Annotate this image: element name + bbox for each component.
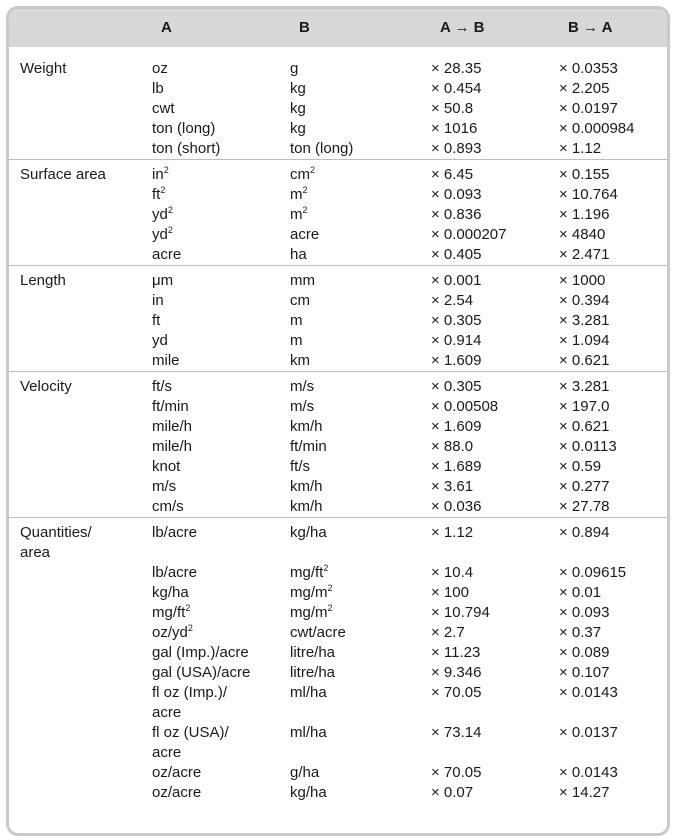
factor-b-to-a-cell: × 0.107 bbox=[559, 664, 610, 681]
factor-a-to-b-cell: × 0.093 bbox=[431, 186, 482, 203]
factor-b-to-a-cell: × 0.01 bbox=[559, 584, 602, 601]
factor-a-to-b-cell: × 0.036 bbox=[431, 498, 482, 515]
factor-a-to-b-cell: × 0.405 bbox=[431, 246, 482, 263]
unit-b-cell: ml/ha bbox=[290, 684, 327, 701]
unit-b-cell: m/s bbox=[290, 378, 315, 395]
unit-a-cell: yd bbox=[152, 332, 168, 349]
unit-a-cell: lb bbox=[152, 80, 164, 97]
category-label-line: Quantities/ bbox=[20, 524, 92, 541]
factor-a-to-b-cell: × 0.00508 bbox=[431, 398, 499, 415]
unit-b-cell: cm bbox=[290, 292, 310, 309]
category-label: Velocity bbox=[20, 378, 72, 395]
unit-a-cell-continued: acre bbox=[152, 744, 182, 761]
factor-b-to-a-cell: × 0.0197 bbox=[559, 100, 618, 117]
unit-a-cell: gal (Imp.)/acre bbox=[152, 644, 249, 661]
factor-a-to-b-cell: × 1.609 bbox=[431, 418, 482, 435]
category-label: Weight bbox=[20, 60, 67, 77]
factor-a-to-b-cell: × 1.689 bbox=[431, 458, 482, 475]
unit-a-cell: knot bbox=[152, 458, 181, 475]
group-separator bbox=[9, 159, 667, 160]
unit-b-cell: kg bbox=[290, 100, 306, 117]
factor-b-to-a-cell: × 0.0143 bbox=[559, 764, 618, 781]
factor-a-to-b-cell: × 0.836 bbox=[431, 206, 482, 223]
unit-a-cell: μm bbox=[152, 272, 174, 289]
factor-a-to-b-cell: × 10.794 bbox=[431, 604, 490, 621]
unit-b-cell: $mg/ft^2$ bbox=[290, 563, 329, 581]
factor-b-to-a-cell: × 0.394 bbox=[559, 292, 610, 309]
unit-a-cell-continued: acre bbox=[152, 704, 182, 721]
factor-a-to-b-cell: × 0.000207 bbox=[431, 226, 507, 243]
factor-a-to-b-cell: × 3.61 bbox=[431, 478, 474, 495]
factor-b-to-a-cell: × 0.0353 bbox=[559, 60, 618, 77]
unit-a-cell: oz bbox=[152, 60, 168, 77]
column-header-b-to-a: B → A bbox=[568, 19, 613, 36]
category-label bbox=[20, 523, 92, 563]
unit-a-cell: in bbox=[152, 292, 164, 309]
unit-a-cell: m/s bbox=[152, 478, 177, 495]
factor-b-to-a-cell: × 2.205 bbox=[559, 80, 610, 97]
unit-a-cell: $ft^2$ bbox=[152, 185, 166, 203]
factor-b-to-a-cell: × 3.281 bbox=[559, 378, 610, 395]
unit-a-cell: ton (short) bbox=[152, 140, 221, 157]
factor-a-to-b-cell: × 6.45 bbox=[431, 166, 474, 183]
unit-a-cell: lb/acre bbox=[152, 564, 198, 581]
factor-b-to-a-cell: × 0.155 bbox=[559, 166, 610, 183]
factor-a-to-b-cell: × 73.14 bbox=[431, 724, 482, 741]
factor-a-to-b-cell: × 0.893 bbox=[431, 140, 482, 157]
unit-a-cell: ton (long) bbox=[152, 120, 216, 137]
category-label-line: area bbox=[20, 544, 51, 561]
factor-b-to-a-cell: × 1.094 bbox=[559, 332, 610, 349]
factor-b-to-a-cell: × 1.12 bbox=[559, 140, 602, 157]
factor-a-to-b-cell: × 0.305 bbox=[431, 378, 482, 395]
unit-b-cell: mm bbox=[290, 272, 315, 289]
factor-b-to-a-cell: × 0.277 bbox=[559, 478, 610, 495]
unit-a-cell: ft/min bbox=[152, 398, 189, 415]
unit-a-cell: $yd^2$ bbox=[152, 225, 173, 243]
unit-a-cell: mile bbox=[152, 352, 180, 369]
factor-b-to-a-cell: × 0.089 bbox=[559, 644, 610, 661]
unit-b-cell: $mg/m^2$ bbox=[290, 583, 333, 601]
factor-a-to-b-cell: × 100 bbox=[431, 584, 469, 601]
factor-b-to-a-cell: × 1.196 bbox=[559, 206, 610, 223]
unit-b-cell: ft/min bbox=[290, 438, 327, 455]
unit-b-cell: g bbox=[290, 60, 299, 77]
table-header bbox=[9, 9, 667, 47]
factor-b-to-a-cell: × 0.894 bbox=[559, 524, 610, 541]
unit-b-cell: m/s bbox=[290, 398, 315, 415]
column-header-a-to-b: A → B bbox=[440, 19, 485, 36]
factor-a-to-b-cell: × 70.05 bbox=[431, 684, 482, 701]
unit-b-cell: km/h bbox=[290, 478, 323, 495]
unit-b-cell: km/h bbox=[290, 498, 323, 515]
unit-a-cell: mile/h bbox=[152, 418, 193, 435]
column-header-b: B bbox=[299, 19, 310, 36]
unit-b-cell: cwt/acre bbox=[290, 624, 346, 641]
factor-b-to-a-cell: × 197.0 bbox=[559, 398, 610, 415]
unit-a-cell: $yd^2$ bbox=[152, 205, 173, 223]
category-label: Surface area bbox=[20, 166, 106, 183]
unit-a-cell: lb/acre bbox=[152, 524, 198, 541]
unit-b-cell: ton (long) bbox=[290, 140, 354, 157]
factor-a-to-b-cell: × 0.454 bbox=[431, 80, 482, 97]
factor-b-to-a-cell: × 0.0113 bbox=[559, 438, 617, 455]
unit-b-cell: kg/ha bbox=[290, 784, 327, 801]
factor-b-to-a-cell: × 3.281 bbox=[559, 312, 610, 329]
unit-a-cell: fl oz (USA)/ bbox=[152, 724, 229, 741]
unit-b-cell: m bbox=[290, 312, 303, 329]
unit-a-cell: $oz/yd^2$ bbox=[152, 623, 193, 641]
unit-a-cell: oz/acre bbox=[152, 764, 202, 781]
factor-a-to-b-cell: × 28.35 bbox=[431, 60, 482, 77]
factor-a-to-b-cell: × 88.0 bbox=[431, 438, 474, 455]
unit-a-cell: acre bbox=[152, 246, 182, 263]
unit-a-cell: fl oz (Imp.)/ bbox=[152, 684, 228, 701]
unit-b-cell: ml/ha bbox=[290, 724, 327, 741]
factor-a-to-b-cell: × 1016 bbox=[431, 120, 478, 137]
unit-a-cell: kg/ha bbox=[152, 584, 189, 601]
factor-a-to-b-cell: × 0.001 bbox=[431, 272, 482, 289]
factor-b-to-a-cell: × 10.764 bbox=[559, 186, 618, 203]
category-label: Length bbox=[20, 272, 66, 289]
unit-b-cell: kg bbox=[290, 80, 306, 97]
unit-a-cell: ft bbox=[152, 312, 161, 329]
unit-a-cell: ft/s bbox=[152, 378, 173, 395]
factor-b-to-a-cell: × 0.59 bbox=[559, 458, 602, 475]
factor-a-to-b-cell: × 10.4 bbox=[431, 564, 474, 581]
unit-b-cell: ft/s bbox=[290, 458, 311, 475]
unit-b-cell: $cm^2$ bbox=[290, 165, 316, 183]
unit-b-cell: $m^2$ bbox=[290, 205, 308, 223]
factor-b-to-a-cell: × 27.78 bbox=[559, 498, 610, 515]
unit-b-cell: ha bbox=[290, 246, 307, 263]
unit-b-cell: kg/ha bbox=[290, 524, 327, 541]
unit-b-cell: km bbox=[290, 352, 310, 369]
factor-b-to-a-cell: × 0.0137 bbox=[559, 724, 618, 741]
factor-a-to-b-cell: × 50.8 bbox=[431, 100, 474, 117]
factor-a-to-b-cell: × 0.07 bbox=[431, 784, 474, 801]
unit-b-cell: kg bbox=[290, 120, 306, 137]
factor-b-to-a-cell: × 0.09615 bbox=[559, 564, 627, 581]
group-separator bbox=[9, 517, 667, 518]
factor-a-to-b-cell: × 0.914 bbox=[431, 332, 482, 349]
factor-b-to-a-cell: × 4840 bbox=[559, 226, 606, 243]
factor-a-to-b-cell: × 9.346 bbox=[431, 664, 482, 681]
unit-a-cell: oz/acre bbox=[152, 784, 202, 801]
factor-b-to-a-cell: × 0.37 bbox=[559, 624, 602, 641]
unit-b-cell: $mg/m^2$ bbox=[290, 603, 333, 621]
unit-a-cell: gal (USA)/acre bbox=[152, 664, 251, 681]
factor-b-to-a-cell: × 0.000984 bbox=[559, 120, 635, 137]
factor-b-to-a-cell: × 0.621 bbox=[559, 418, 610, 435]
factor-b-to-a-cell: × 1000 bbox=[559, 272, 606, 289]
unit-b-cell: $m^2$ bbox=[290, 185, 308, 203]
unit-b-cell: litre/ha bbox=[290, 644, 336, 661]
factor-a-to-b-cell: × 70.05 bbox=[431, 764, 482, 781]
factor-a-to-b-cell: × 1.609 bbox=[431, 352, 482, 369]
unit-a-cell: $mg/ft^2$ bbox=[152, 603, 191, 621]
factor-a-to-b-cell: × 2.7 bbox=[431, 624, 465, 641]
unit-a-cell: $in^2$ bbox=[152, 165, 169, 183]
unit-b-cell: litre/ha bbox=[290, 664, 336, 681]
factor-b-to-a-cell: × 14.27 bbox=[559, 784, 610, 801]
unit-a-cell: cm/s bbox=[152, 498, 184, 515]
unit-b-cell: m bbox=[290, 332, 303, 349]
group-separator bbox=[9, 371, 667, 372]
unit-a-cell: cwt bbox=[152, 100, 175, 117]
factor-a-to-b-cell: × 0.305 bbox=[431, 312, 482, 329]
group-separator bbox=[9, 265, 667, 266]
column-header-a: A bbox=[161, 19, 172, 36]
factor-a-to-b-cell: × 1.12 bbox=[431, 524, 474, 541]
factor-b-to-a-cell: × 0.0143 bbox=[559, 684, 618, 701]
factor-b-to-a-cell: × 2.471 bbox=[559, 246, 610, 263]
unit-b-cell: g/ha bbox=[290, 764, 320, 781]
factor-b-to-a-cell: × 0.621 bbox=[559, 352, 610, 369]
factor-a-to-b-cell: × 11.23 bbox=[431, 644, 481, 661]
factor-b-to-a-cell: × 0.093 bbox=[559, 604, 610, 621]
unit-a-cell: mile/h bbox=[152, 438, 193, 455]
unit-b-cell: acre bbox=[290, 226, 320, 243]
unit-b-cell: km/h bbox=[290, 418, 323, 435]
factor-a-to-b-cell: × 2.54 bbox=[431, 292, 474, 309]
